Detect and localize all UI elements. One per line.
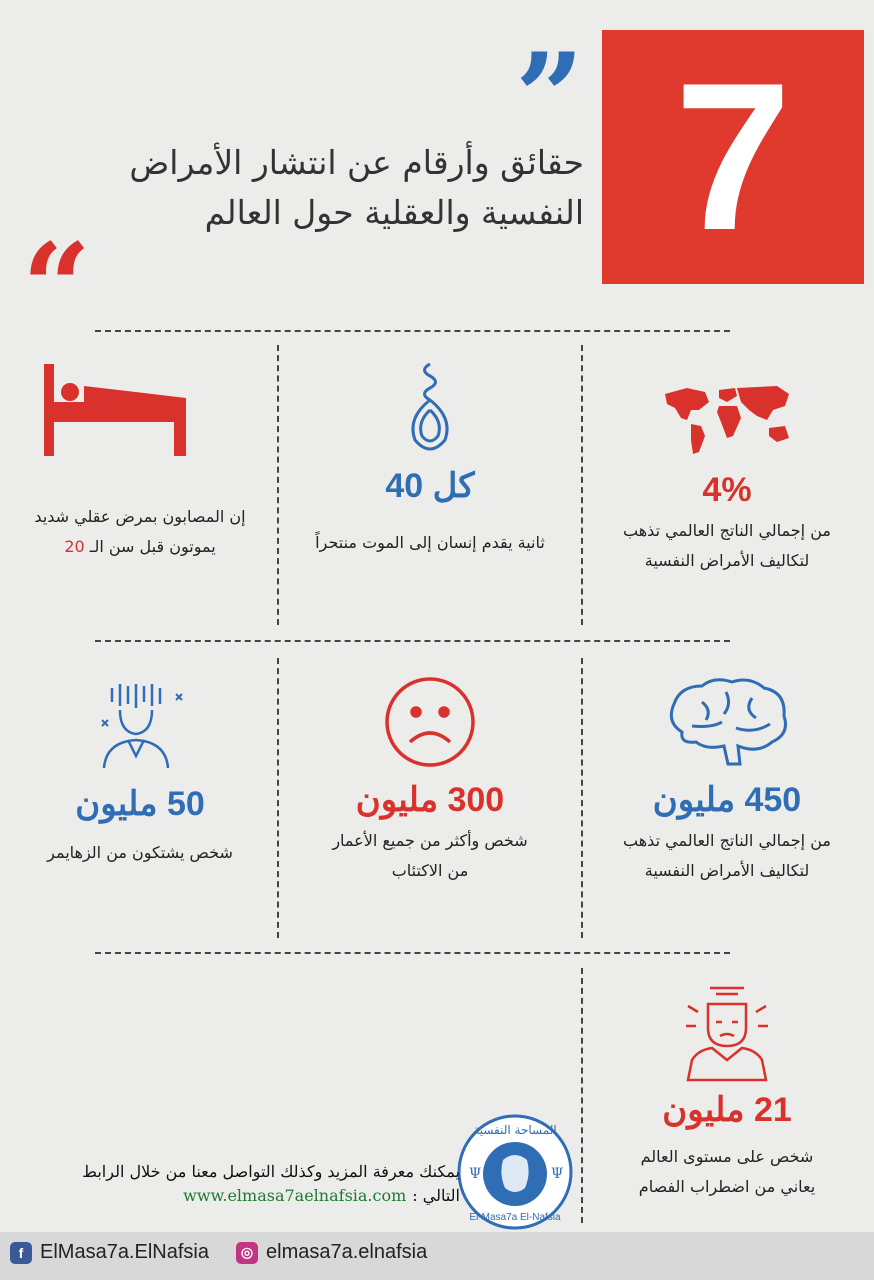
- fact-value: 4%: [702, 471, 752, 509]
- fact-value: 50 مليون: [75, 785, 205, 823]
- footer-text-line-1: يمكنك معرفة المزيد وكذلك التواصل معنا من خلال الرابط: [82, 1162, 460, 1181]
- fact-desc-1: ثانية يقدم إنسان إلى الموت منتحراً: [315, 533, 545, 552]
- bed-icon: [40, 360, 190, 460]
- noose-icon: [395, 360, 465, 460]
- instagram-label: elmasa7a.elnafsia: [266, 1241, 428, 1263]
- fact-world: [600, 370, 854, 576]
- vdivider-2a: [277, 658, 279, 938]
- footer-text-label: التالي :: [412, 1186, 460, 1205]
- fact-desc-1: من إجمالي الناتج العالمي تذهب: [623, 521, 831, 540]
- vdivider-3: [581, 968, 583, 1223]
- world-map-icon: [657, 380, 797, 460]
- vdivider-1b: [581, 345, 583, 625]
- fact-value: كل 40: [385, 467, 475, 505]
- fact-depression: [290, 672, 570, 886]
- vdivider-1a: [277, 345, 279, 625]
- fact-desc-2: لتكاليف الأمراض النفسية: [644, 551, 810, 570]
- confused-person-icon: [98, 680, 188, 770]
- facebook-handle[interactable]: [10, 1241, 209, 1264]
- fact-schizophrenia: [600, 982, 854, 1202]
- fact-desc-2: [10, 532, 270, 562]
- fact-desc-2-text: يموتون قبل سن الـ: [89, 537, 216, 556]
- instagram-icon: ◎: [236, 1242, 258, 1264]
- fact-desc-2: لتكاليف الأمراض النفسية: [644, 861, 810, 880]
- site-logo: [455, 1112, 575, 1232]
- fact-desc-1: شخص يشتكون من الزهايمر: [47, 843, 233, 862]
- title-line-2: النفسية والعقلية حول العالم: [204, 193, 584, 232]
- fact-value: 300 مليون: [355, 781, 505, 819]
- stressed-person-icon: [682, 982, 772, 1082]
- brain-icon: [662, 672, 792, 772]
- instagram-handle[interactable]: [236, 1241, 427, 1264]
- logo-text-top: المساحة النفسية: [473, 1123, 557, 1137]
- footer-text: [10, 1160, 460, 1208]
- footer-text-line-2: [10, 1184, 460, 1208]
- opening-quote-icon: “: [22, 217, 92, 358]
- fact-desc-1: شخص على مستوى العالم: [640, 1147, 814, 1166]
- svg-text:Ψ: Ψ: [551, 1166, 564, 1182]
- fact-value: 450 مليون: [652, 781, 802, 819]
- divider-2: [95, 640, 730, 642]
- fact-suicide: [290, 360, 570, 558]
- divider-1: [95, 330, 730, 332]
- fact-alzheimer: [10, 680, 270, 868]
- divider-3: [95, 952, 730, 954]
- website-link[interactable]: www.elmasa7aelnafsia.com: [183, 1186, 407, 1205]
- page-title: [24, 138, 584, 238]
- logo-text-bottom: El-Masa7a El-Nafsia: [469, 1212, 561, 1223]
- facebook-label: ElMasa7a.ElNafsia: [40, 1241, 209, 1263]
- closing-quote-icon: ”: [515, 27, 585, 168]
- fact-bed: [10, 360, 270, 562]
- fact-desc-2: يعاني من اضطراب الفصام: [638, 1177, 816, 1196]
- fact-desc-number: 20: [64, 537, 85, 556]
- fact-desc-1: شخص وأكثر من جميع الأعمار: [332, 831, 528, 850]
- fact-desc-2: من الاكتئاب: [391, 861, 469, 880]
- big-number: 7: [674, 39, 792, 274]
- fact-value: 21 مليون: [662, 1091, 792, 1129]
- facebook-icon: f: [10, 1242, 32, 1264]
- title-line-1: حقائق وأرقام عن انتشار الأمراض: [129, 143, 584, 182]
- fact-desc-1: إن المصابون بمرض عقلي شديد: [34, 507, 246, 526]
- fact-brain: [600, 672, 854, 886]
- svg-text:Ψ: Ψ: [469, 1166, 482, 1182]
- vdivider-2b: [581, 658, 583, 938]
- sad-face-icon: [380, 672, 480, 772]
- number-box: [602, 30, 864, 284]
- fact-desc-1: من إجمالي الناتج العالمي تذهب: [623, 831, 831, 850]
